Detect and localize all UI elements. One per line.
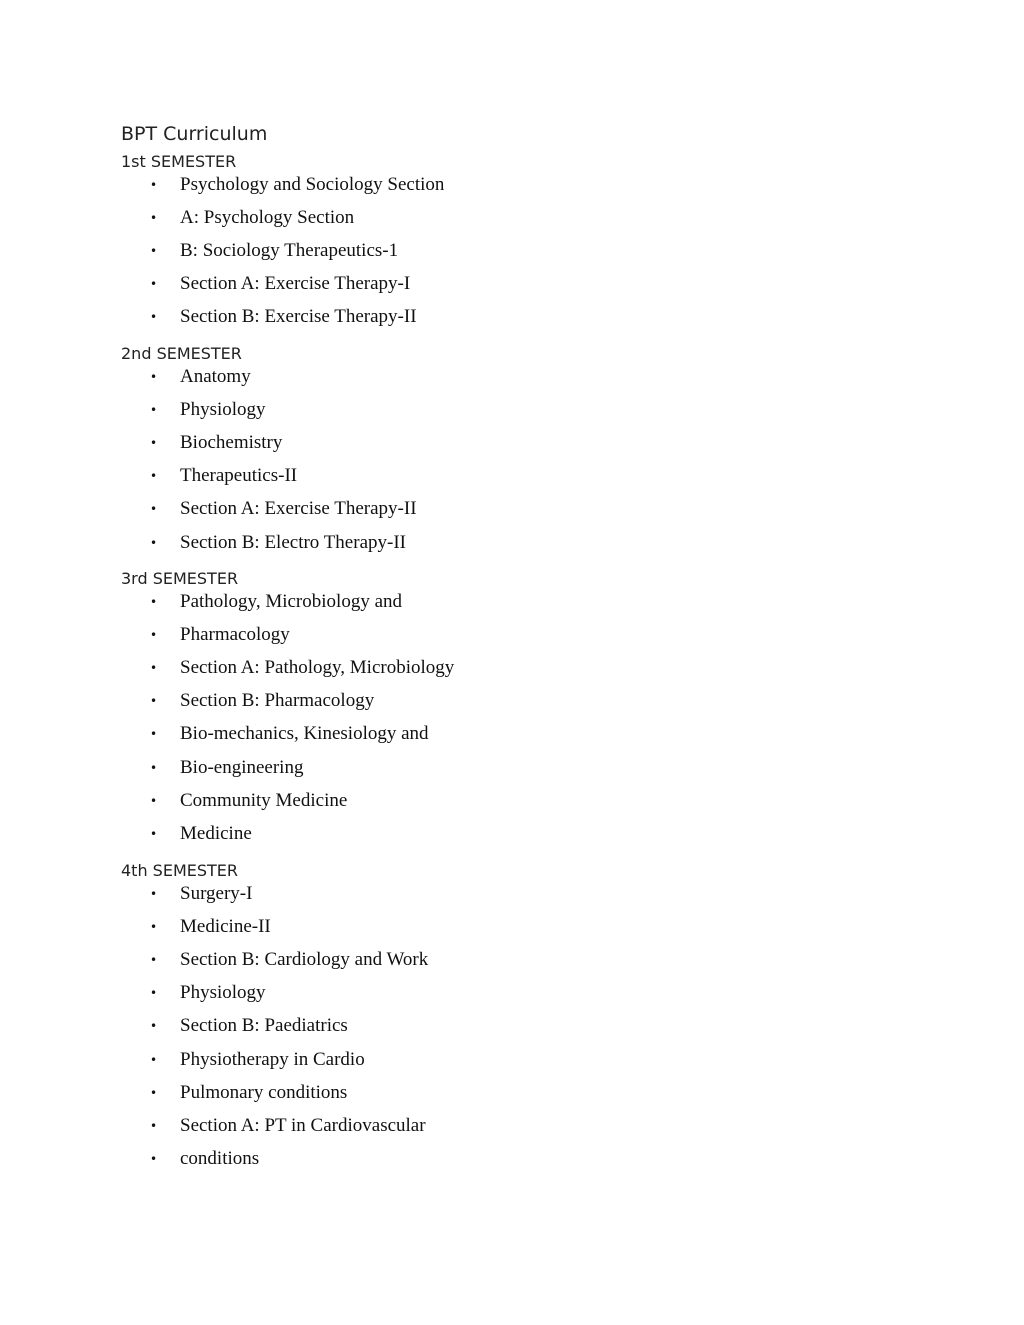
list-item-label: Medicine: [180, 822, 252, 844]
bullet-icon: •: [150, 920, 158, 935]
bullet-icon: •: [150, 244, 158, 259]
list-item-label: Section A: Pathology, Microbiology: [180, 657, 455, 679]
bullet-icon: •: [150, 178, 158, 192]
list-item-label: Physiology: [180, 399, 266, 421]
list-item-label: Medicine-II: [180, 916, 271, 938]
list-item-label: Section A: Exercise Therapy-I: [180, 273, 411, 295]
list-item-label: Physiology: [180, 982, 266, 1004]
bullet-icon: •: [150, 1052, 158, 1067]
bullet-icon: •: [150, 211, 158, 226]
bullet-icon: •: [150, 436, 158, 451]
bullet-icon: •: [150, 1151, 158, 1166]
list-item-label: Pathology, Microbiology and: [180, 591, 402, 612]
bullet-icon: •: [150, 1118, 158, 1133]
bullet-icon: •: [150, 1019, 158, 1034]
list-item-label: Anatomy: [180, 366, 251, 387]
bullet-icon: •: [150, 595, 158, 609]
list-item-label: Pharmacology: [180, 624, 290, 646]
list-item-label: Surgery-I: [180, 883, 253, 904]
bullet-icon: •: [150, 277, 158, 292]
list-item-label: Section B: Paediatrics: [180, 1015, 348, 1037]
list-item-label: Section A: PT in Cardiovascular: [180, 1114, 426, 1136]
list-item-label: Section B: Pharmacology: [180, 690, 375, 712]
list-item-label: Community Medicine: [180, 789, 348, 811]
semester-heading: 2nd SEMESTER: [121, 344, 242, 363]
bullet-icon: •: [150, 826, 158, 841]
bullet-icon: •: [150, 535, 158, 550]
bullet-icon: •: [150, 403, 158, 418]
document-title: BPT Curriculum: [121, 123, 268, 145]
list-item-label: Section B: Electro Therapy-II: [180, 531, 406, 553]
bullet-icon: •: [150, 628, 158, 643]
bullet-icon: •: [150, 1085, 158, 1100]
bullet-icon: •: [150, 760, 158, 775]
list-item-label: Section B: Cardiology and Work: [180, 949, 429, 971]
list-item-label: Section B: Exercise Therapy-II: [180, 306, 417, 328]
list-item-label: Physiotherapy in Cardio: [180, 1048, 365, 1070]
bullet-icon: •: [150, 887, 158, 901]
bullet-icon: •: [150, 370, 158, 384]
bullet-icon: •: [150, 793, 158, 808]
bullet-icon: •: [150, 310, 158, 325]
list-item-label: Pulmonary conditions: [180, 1081, 348, 1103]
list-item-label: Section A: Exercise Therapy-II: [180, 498, 417, 520]
list-item-label: Psychology and Sociology Section: [180, 174, 445, 195]
list-item-label: Therapeutics-II: [180, 465, 298, 487]
list-item-label: Bio-mechanics, Kinesiology and: [180, 723, 429, 745]
bullet-icon: •: [150, 694, 158, 709]
list-item-label: B: Sociology Therapeutics-1: [180, 240, 399, 262]
bullet-icon: •: [150, 469, 158, 484]
bullet-icon: •: [150, 986, 158, 1001]
list-item-label: A: Psychology Section: [180, 207, 355, 229]
bullet-icon: •: [150, 953, 158, 968]
list-item-label: Bio-engineering: [180, 756, 304, 778]
list-item-label: conditions: [180, 1147, 260, 1169]
list-item-label: Biochemistry: [180, 432, 283, 454]
bullet-icon: •: [150, 502, 158, 517]
semester-heading: 1st SEMESTER: [121, 152, 237, 171]
semester-heading: 3rd SEMESTER: [121, 569, 239, 588]
semester-heading: 4th SEMESTER: [121, 861, 239, 880]
bullet-icon: •: [150, 661, 158, 676]
bullet-icon: •: [150, 727, 158, 742]
